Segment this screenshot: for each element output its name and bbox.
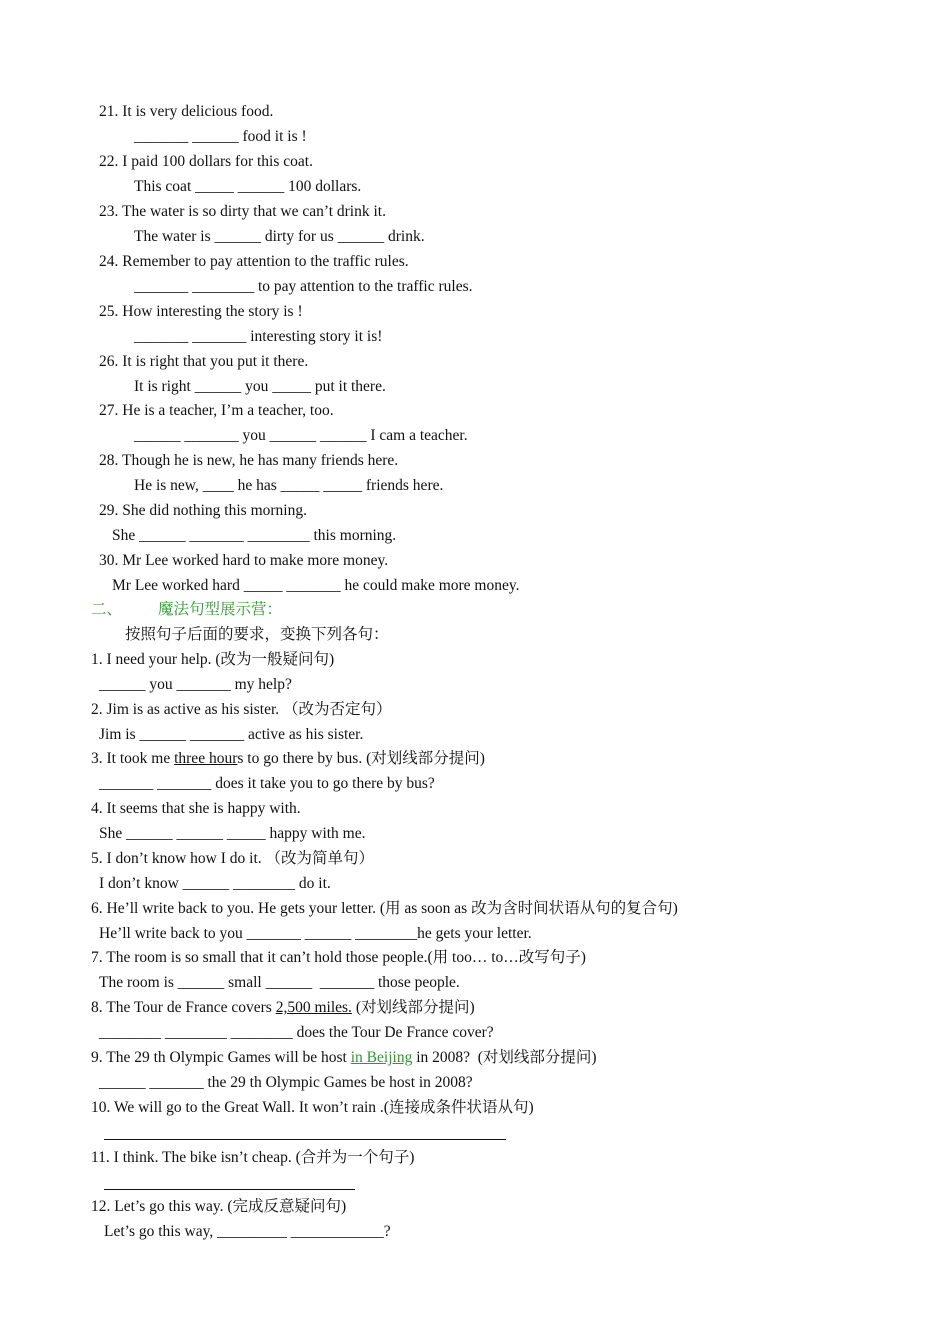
transform-answer-12: Let’s go this way, _________ ____________?	[104, 1223, 391, 1240]
question-9-start: 9. The 29 th Olympic Games will be host	[91, 1049, 351, 1066]
transform-answer-6: He’ll write back to you _______ ______ ________he gets your letter.	[99, 925, 532, 942]
transform-question-7: 7. The room is so small that it can’t hold those people.(用 too… to…改写句子)	[91, 949, 586, 966]
question-24: 24. Remember to pay attention to the traffic rules.	[99, 253, 409, 270]
question-26: 26. It is right that you put it there.	[99, 353, 309, 370]
question-8-start: 8. The Tour de France covers	[91, 999, 276, 1016]
section-number: 二、	[91, 601, 123, 618]
transform-question-9	[91, 1047, 597, 1069]
transform-answer-3: _______ _______ does it take you to go there by bus?	[99, 775, 435, 792]
transform-question-4: 4. It seems that she is happy with.	[91, 800, 301, 817]
transform-answer-4: She ______ ______ _____ happy with me.	[99, 825, 366, 842]
answer-line-11	[104, 1189, 355, 1190]
question-8-end: (对划线部分提问)	[351, 999, 475, 1016]
transform-question-2: 2. Jim is as active as his sister. （改为否定句）	[91, 701, 392, 718]
answer-28: He is new, ____ he has _____ _____ friends here.	[134, 477, 444, 494]
section-instruction: 按照句子后面的要求，变换下列各句：	[125, 626, 389, 643]
underlined-phrase: 2,500 miles.	[275, 999, 352, 1016]
transform-answer-7: The room is ______ small ______ _______ those people.	[99, 974, 460, 991]
transform-question-10: 10. We will go to the Great Wall. It won’t rain .(连接成条件状语从句)	[91, 1099, 534, 1116]
underlined-phrase: three hour	[174, 750, 238, 767]
transform-answer-8: ________ ________ ________ does the Tour De France cover?	[99, 1024, 494, 1041]
answer-line-10	[104, 1139, 506, 1140]
question-9-end: in 2008? (对划线部分提问)	[412, 1049, 597, 1066]
answer-26: It is right ______ you _____ put it there.	[134, 378, 386, 395]
transform-question-1: 1. I need your help. (改为一般疑问句)	[91, 651, 335, 668]
transform-question-6: 6. He’ll write back to you. He gets your letter. (用 as soon as 改为含时间状语从句的复合句)	[91, 900, 678, 917]
question-28: 28. Though he is new, he has many friends here.	[99, 452, 399, 469]
transform-question-8	[91, 997, 475, 1019]
question-23: 23. The water is so dirty that we can’t drink it.	[99, 203, 386, 220]
transform-question-12: 12. Let’s go this way. (完成反意疑问句)	[91, 1198, 347, 1215]
answer-21: _______ ______ food it is !	[134, 128, 307, 145]
answer-25: _______ _______ interesting story it is!	[134, 328, 383, 345]
transform-answer-2: Jim is ______ _______ active as his sister.	[99, 726, 364, 743]
transform-answer-9: ______ _______ the 29 th Olympic Games be host in 2008?	[99, 1074, 473, 1091]
answer-30: Mr Lee worked hard _____ _______ he could make more money.	[112, 577, 520, 594]
answer-29: She ______ _______ ________ this morning.	[112, 527, 397, 544]
answer-22: This coat _____ ______ 100 dollars.	[134, 178, 362, 195]
question-27: 27. He is a teacher, I’m a teacher, too.	[99, 402, 334, 419]
answer-23: The water is ______ dirty for us ______ drink.	[134, 228, 425, 245]
transform-answer-1: ______ you _______ my help?	[99, 676, 292, 693]
question-29: 29. She did nothing this morning.	[99, 502, 307, 519]
question-21: 21. It is very delicious food.	[99, 103, 274, 120]
transform-question-3	[91, 748, 485, 770]
question-3-end: s to go there by bus. (对划线部分提问)	[237, 750, 485, 767]
underlined-phrase: in Beijing	[350, 1049, 413, 1066]
transform-question-11: 11. I think. The bike isn’t cheap. (合并为一个句子)	[91, 1149, 415, 1166]
question-30: 30. Mr Lee worked hard to make more money.	[99, 552, 389, 569]
transform-answer-5: I don’t know ______ ________ do it.	[99, 875, 331, 892]
section-title: 魔法句型展示营：	[158, 601, 283, 618]
answer-24: _______ ________ to pay attention to the traffic rules.	[134, 278, 473, 295]
question-3-start: 3. It took me	[91, 750, 175, 767]
answer-27: ______ _______ you ______ ______ I cam a teacher.	[134, 427, 468, 444]
question-25: 25. How interesting the story is !	[99, 303, 303, 320]
question-22: 22. I paid 100 dollars for this coat.	[99, 153, 313, 170]
transform-question-5: 5. I don’t know how I do it. （改为简单句）	[91, 850, 375, 867]
